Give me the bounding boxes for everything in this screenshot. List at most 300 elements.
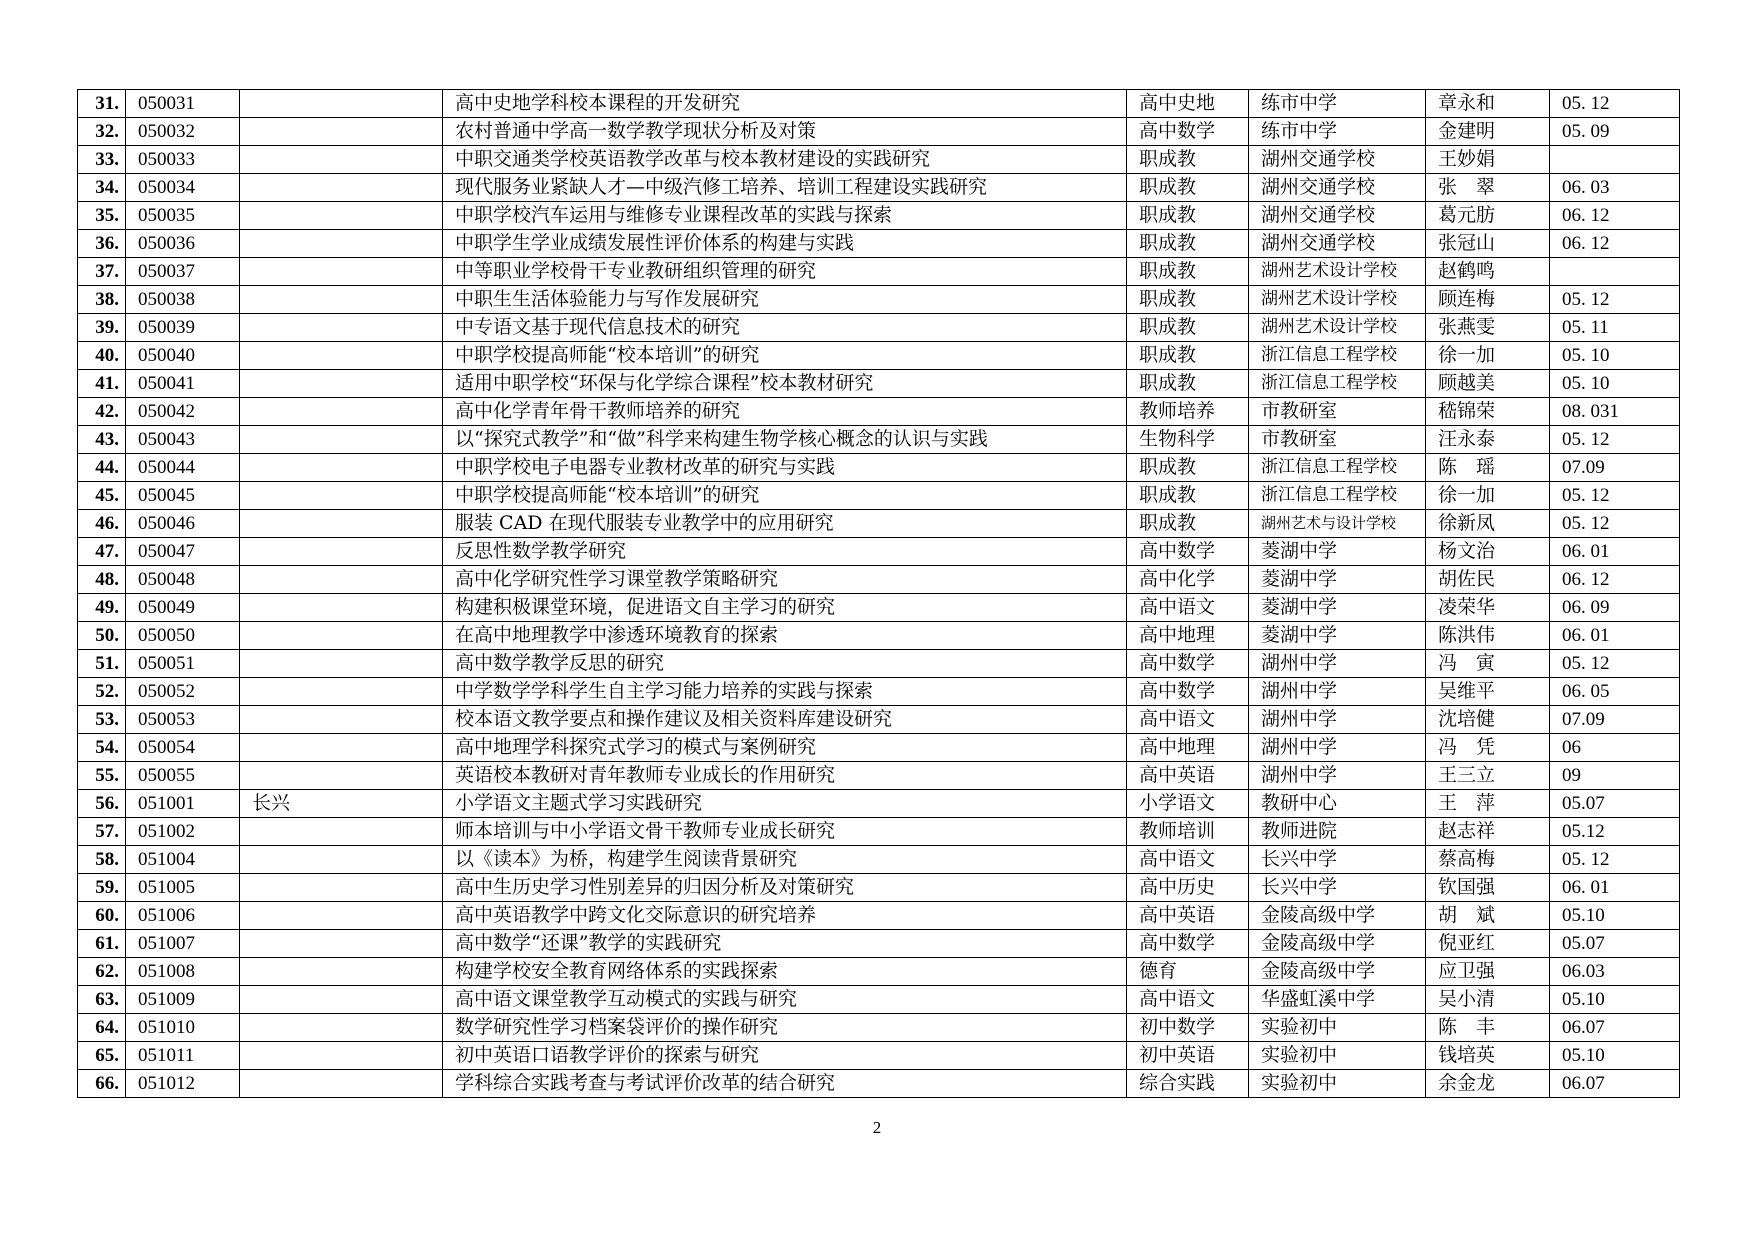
project-code-cell: 050031 (126, 90, 240, 118)
school-cell: 市教研室 (1249, 398, 1426, 426)
project-code-cell: 050032 (126, 118, 240, 146)
school-cell: 湖州中学 (1249, 734, 1426, 762)
project-code-cell: 051006 (126, 902, 240, 930)
school-cell: 湖州艺术设计学校 (1249, 258, 1426, 286)
row-number-cell: 45. (78, 482, 126, 510)
region-cell (240, 454, 443, 482)
subject-cell: 职成教 (1127, 342, 1249, 370)
project-code-cell: 051008 (126, 958, 240, 986)
leader-cell: 赵鹤鸣 (1426, 258, 1550, 286)
project-title-cell: 中等职业学校骨干专业教研组织管理的研究 (443, 258, 1127, 286)
table-row (78, 1014, 1680, 1042)
completion-date-cell: 08. 031 (1550, 398, 1680, 426)
project-code-cell: 050053 (126, 706, 240, 734)
completion-date-cell: 06. 03 (1550, 174, 1680, 202)
subject-cell: 高中数学 (1127, 118, 1249, 146)
school-cell: 金陵高级中学 (1249, 902, 1426, 930)
project-title-cell: 校本语文教学要点和操作建议及相关资料库建设研究 (443, 706, 1127, 734)
school-cell: 浙江信息工程学校 (1249, 342, 1426, 370)
table-row (78, 874, 1680, 902)
table-row (78, 902, 1680, 930)
table-row (78, 90, 1680, 118)
region-cell (240, 482, 443, 510)
completion-date-cell: 06. 01 (1550, 622, 1680, 650)
table-row (78, 734, 1680, 762)
table-row (78, 286, 1680, 314)
row-number-cell: 33. (78, 146, 126, 174)
region-cell (240, 1042, 443, 1070)
completion-date-cell: 05.10 (1550, 902, 1680, 930)
row-number-cell: 42. (78, 398, 126, 426)
leader-cell: 吴维平 (1426, 678, 1550, 706)
subject-cell: 职成教 (1127, 146, 1249, 174)
project-title-cell: 高中史地学科校本课程的开发研究 (443, 90, 1127, 118)
project-title-cell: 适用中职学校“环保与化学综合课程”校本教材研究 (443, 370, 1127, 398)
leader-cell: 徐一加 (1426, 342, 1550, 370)
leader-cell: 顾越美 (1426, 370, 1550, 398)
completion-date-cell: 05. 12 (1550, 286, 1680, 314)
row-number-cell: 32. (78, 118, 126, 146)
leader-cell: 张冠山 (1426, 230, 1550, 258)
row-number-cell: 35. (78, 202, 126, 230)
leader-cell: 沈培健 (1426, 706, 1550, 734)
region-cell (240, 902, 443, 930)
completion-date-cell: 06. 12 (1550, 566, 1680, 594)
school-cell: 实验初中 (1249, 1014, 1426, 1042)
school-cell: 浙江信息工程学校 (1249, 482, 1426, 510)
table-row (78, 650, 1680, 678)
table-row (78, 454, 1680, 482)
region-cell (240, 286, 443, 314)
table-row (78, 314, 1680, 342)
table-row (78, 370, 1680, 398)
subject-cell: 高中英语 (1127, 902, 1249, 930)
subject-cell: 高中语文 (1127, 986, 1249, 1014)
school-cell: 长兴中学 (1249, 846, 1426, 874)
school-cell: 教研中心 (1249, 790, 1426, 818)
subject-cell: 教师培训 (1127, 818, 1249, 846)
leader-cell: 冯 凭 (1426, 734, 1550, 762)
project-title-cell: 高中化学研究性学习课堂教学策略研究 (443, 566, 1127, 594)
region-cell (240, 958, 443, 986)
row-number-cell: 46. (78, 510, 126, 538)
leader-cell: 汪永泰 (1426, 426, 1550, 454)
subject-cell: 高中史地 (1127, 90, 1249, 118)
subject-cell: 职成教 (1127, 286, 1249, 314)
completion-date-cell: 05. 12 (1550, 426, 1680, 454)
project-code-cell: 050042 (126, 398, 240, 426)
project-code-cell: 051001 (126, 790, 240, 818)
project-title-cell: 高中数学教学反思的研究 (443, 650, 1127, 678)
row-number-cell: 51. (78, 650, 126, 678)
region-cell (240, 202, 443, 230)
row-number-cell: 61. (78, 930, 126, 958)
table-row (78, 818, 1680, 846)
leader-cell: 葛元肪 (1426, 202, 1550, 230)
completion-date-cell: 05.12 (1550, 818, 1680, 846)
subject-cell: 职成教 (1127, 174, 1249, 202)
project-code-cell: 051007 (126, 930, 240, 958)
leader-cell: 蔡高梅 (1426, 846, 1550, 874)
leader-cell: 王 萍 (1426, 790, 1550, 818)
row-number-cell: 53. (78, 706, 126, 734)
table-row (78, 258, 1680, 286)
region-cell (240, 118, 443, 146)
row-number-cell: 58. (78, 846, 126, 874)
completion-date-cell: 06. 09 (1550, 594, 1680, 622)
table-row (78, 230, 1680, 258)
project-code-cell: 050055 (126, 762, 240, 790)
project-title-cell: 师本培训与中小学语文骨干教师专业成长研究 (443, 818, 1127, 846)
completion-date-cell (1550, 258, 1680, 286)
subject-cell: 高中数学 (1127, 678, 1249, 706)
school-cell: 湖州交通学校 (1249, 146, 1426, 174)
region-cell (240, 762, 443, 790)
school-cell: 练市中学 (1249, 118, 1426, 146)
project-title-cell: 小学语文主题式学习实践研究 (443, 790, 1127, 818)
leader-cell: 倪亚红 (1426, 930, 1550, 958)
region-cell (240, 342, 443, 370)
project-title-cell: 以“探究式教学”和“做”科学来构建生物学核心概念的认识与实践 (443, 426, 1127, 454)
leader-cell: 嵇锦荣 (1426, 398, 1550, 426)
subject-cell: 高中化学 (1127, 566, 1249, 594)
project-title-cell: 中职生生活体验能力与写作发展研究 (443, 286, 1127, 314)
subject-cell: 职成教 (1127, 370, 1249, 398)
school-cell: 华盛虹溪中学 (1249, 986, 1426, 1014)
project-code-cell: 050038 (126, 286, 240, 314)
leader-cell: 冯 寅 (1426, 650, 1550, 678)
completion-date-cell: 05. 10 (1550, 342, 1680, 370)
project-code-cell: 050035 (126, 202, 240, 230)
region-cell (240, 986, 443, 1014)
project-code-cell: 051012 (126, 1070, 240, 1098)
school-cell: 浙江信息工程学校 (1249, 454, 1426, 482)
subject-cell: 高中数学 (1127, 538, 1249, 566)
subject-cell: 职成教 (1127, 258, 1249, 286)
project-title-cell: 中学数学学科学生自主学习能力培养的实践与探索 (443, 678, 1127, 706)
table-row (78, 566, 1680, 594)
completion-date-cell: 05. 09 (1550, 118, 1680, 146)
leader-cell: 张 翠 (1426, 174, 1550, 202)
school-cell: 湖州艺术设计学校 (1249, 314, 1426, 342)
completion-date-cell: 09 (1550, 762, 1680, 790)
project-title-cell: 反思性数学教学研究 (443, 538, 1127, 566)
region-cell (240, 174, 443, 202)
leader-cell: 吴小清 (1426, 986, 1550, 1014)
table-row (78, 118, 1680, 146)
leader-cell: 章永和 (1426, 90, 1550, 118)
row-number-cell: 43. (78, 426, 126, 454)
completion-date-cell: 06. 12 (1550, 202, 1680, 230)
project-title-cell: 构建学校安全教育网络体系的实践探索 (443, 958, 1127, 986)
leader-cell: 陈洪伟 (1426, 622, 1550, 650)
row-number-cell: 40. (78, 342, 126, 370)
subject-cell: 高中语文 (1127, 594, 1249, 622)
school-cell: 湖州交通学校 (1249, 230, 1426, 258)
school-cell: 菱湖中学 (1249, 538, 1426, 566)
project-title-cell: 高中英语教学中跨文化交际意识的研究培养 (443, 902, 1127, 930)
completion-date-cell: 05. 12 (1550, 482, 1680, 510)
table-row (78, 398, 1680, 426)
project-title-cell: 服装 CAD 在现代服装专业教学中的应用研究 (443, 510, 1127, 538)
completion-date-cell: 06. 01 (1550, 538, 1680, 566)
row-number-cell: 31. (78, 90, 126, 118)
table-row (78, 930, 1680, 958)
region-cell (240, 846, 443, 874)
project-title-cell: 中职学校提高师能“校本培训”的研究 (443, 342, 1127, 370)
subject-cell: 职成教 (1127, 454, 1249, 482)
project-title-cell: 以《读本》为桥，构建学生阅读背景研究 (443, 846, 1127, 874)
project-title-cell: 农村普通中学高一数学教学现状分析及对策 (443, 118, 1127, 146)
project-title-cell: 数学研究性学习档案袋评价的操作研究 (443, 1014, 1127, 1042)
subject-cell: 德育 (1127, 958, 1249, 986)
subject-cell: 高中历史 (1127, 874, 1249, 902)
subject-cell: 高中地理 (1127, 622, 1249, 650)
school-cell: 教师进院 (1249, 818, 1426, 846)
region-cell (240, 818, 443, 846)
project-title-cell: 高中化学青年骨干教师培养的研究 (443, 398, 1127, 426)
project-code-cell: 050048 (126, 566, 240, 594)
row-number-cell: 64. (78, 1014, 126, 1042)
leader-cell: 应卫强 (1426, 958, 1550, 986)
project-code-cell: 050037 (126, 258, 240, 286)
project-code-cell: 050054 (126, 734, 240, 762)
project-title-cell: 英语校本教研对青年教师专业成长的作用研究 (443, 762, 1127, 790)
project-title-cell: 中职学校提高师能“校本培训”的研究 (443, 482, 1127, 510)
project-title-cell: 高中地理学科探究式学习的模式与案例研究 (443, 734, 1127, 762)
row-number-cell: 62. (78, 958, 126, 986)
school-cell: 金陵高级中学 (1249, 958, 1426, 986)
region-cell (240, 230, 443, 258)
project-code-cell: 050044 (126, 454, 240, 482)
project-code-cell: 050040 (126, 342, 240, 370)
completion-date-cell: 06. 05 (1550, 678, 1680, 706)
table-row (78, 146, 1680, 174)
completion-date-cell: 05.10 (1550, 1042, 1680, 1070)
subject-cell: 高中数学 (1127, 650, 1249, 678)
school-cell: 湖州交通学校 (1249, 174, 1426, 202)
leader-cell: 顾连梅 (1426, 286, 1550, 314)
region-cell (240, 258, 443, 286)
subject-cell: 职成教 (1127, 314, 1249, 342)
row-number-cell: 57. (78, 818, 126, 846)
leader-cell: 王三立 (1426, 762, 1550, 790)
project-code-cell: 051002 (126, 818, 240, 846)
subject-cell: 职成教 (1127, 482, 1249, 510)
leader-cell: 余金龙 (1426, 1070, 1550, 1098)
completion-date-cell: 05.07 (1550, 930, 1680, 958)
subject-cell: 初中英语 (1127, 1042, 1249, 1070)
completion-date-cell: 05.10 (1550, 986, 1680, 1014)
project-title-cell: 学科综合实践考查与考试评价改革的结合研究 (443, 1070, 1127, 1098)
project-code-cell: 050052 (126, 678, 240, 706)
table-row (78, 958, 1680, 986)
leader-cell: 凌荣华 (1426, 594, 1550, 622)
leader-cell: 陈 瑶 (1426, 454, 1550, 482)
row-number-cell: 36. (78, 230, 126, 258)
row-number-cell: 38. (78, 286, 126, 314)
row-number-cell: 39. (78, 314, 126, 342)
project-title-cell: 现代服务业紧缺人才—中级汽修工培养、培训工程建设实践研究 (443, 174, 1127, 202)
region-cell (240, 90, 443, 118)
project-code-cell: 050045 (126, 482, 240, 510)
region-cell (240, 734, 443, 762)
region-cell (240, 706, 443, 734)
leader-cell: 胡佐民 (1426, 566, 1550, 594)
leader-cell: 徐一加 (1426, 482, 1550, 510)
leader-cell: 陈 丰 (1426, 1014, 1550, 1042)
table-row (78, 986, 1680, 1014)
completion-date-cell: 05. 11 (1550, 314, 1680, 342)
project-code-cell: 050036 (126, 230, 240, 258)
project-table-container (77, 89, 1679, 1098)
region-cell (240, 930, 443, 958)
table-row (78, 202, 1680, 230)
row-number-cell: 44. (78, 454, 126, 482)
row-number-cell: 50. (78, 622, 126, 650)
row-number-cell: 66. (78, 1070, 126, 1098)
row-number-cell: 56. (78, 790, 126, 818)
region-cell (240, 426, 443, 454)
row-number-cell: 34. (78, 174, 126, 202)
row-number-cell: 52. (78, 678, 126, 706)
leader-cell: 徐新凤 (1426, 510, 1550, 538)
completion-date-cell: 06. 01 (1550, 874, 1680, 902)
project-title-cell: 中职学校汽车运用与维修专业课程改革的实践与探索 (443, 202, 1127, 230)
completion-date-cell: 05. 10 (1550, 370, 1680, 398)
completion-date-cell: 05.07 (1550, 790, 1680, 818)
table-row (78, 1070, 1680, 1098)
project-code-cell: 050046 (126, 510, 240, 538)
project-code-cell: 050050 (126, 622, 240, 650)
region-cell (240, 622, 443, 650)
project-title-cell: 中职交通类学校英语教学改革与校本教材建设的实践研究 (443, 146, 1127, 174)
subject-cell: 教师培养 (1127, 398, 1249, 426)
page-number: 2 (872, 1118, 882, 1137)
row-number-cell: 54. (78, 734, 126, 762)
region-cell (240, 678, 443, 706)
subject-cell: 初中数学 (1127, 1014, 1249, 1042)
completion-date-cell: 06. 12 (1550, 230, 1680, 258)
table-row (78, 678, 1680, 706)
table-row (78, 1042, 1680, 1070)
completion-date-cell: 05. 12 (1550, 650, 1680, 678)
table-row (78, 510, 1680, 538)
region-cell (240, 370, 443, 398)
leader-cell: 王妙娟 (1426, 146, 1550, 174)
table-row (78, 426, 1680, 454)
region-cell (240, 314, 443, 342)
school-cell: 浙江信息工程学校 (1249, 370, 1426, 398)
school-cell: 湖州中学 (1249, 762, 1426, 790)
leader-cell: 胡 斌 (1426, 902, 1550, 930)
table-row (78, 594, 1680, 622)
region-cell (240, 1014, 443, 1042)
project-title-cell: 中职学校电子电器专业教材改革的研究与实践 (443, 454, 1127, 482)
row-number-cell: 49. (78, 594, 126, 622)
leader-cell: 金建明 (1426, 118, 1550, 146)
region-cell (240, 1070, 443, 1098)
leader-cell: 张燕雯 (1426, 314, 1550, 342)
region-cell: 长兴 (240, 790, 443, 818)
school-cell: 湖州中学 (1249, 706, 1426, 734)
project-code-cell: 051011 (126, 1042, 240, 1070)
table-row (78, 538, 1680, 566)
leader-cell: 钱培英 (1426, 1042, 1550, 1070)
subject-cell: 高中语文 (1127, 846, 1249, 874)
row-number-cell: 55. (78, 762, 126, 790)
project-code-cell: 051009 (126, 986, 240, 1014)
project-code-cell: 050041 (126, 370, 240, 398)
row-number-cell: 47. (78, 538, 126, 566)
subject-cell: 小学语文 (1127, 790, 1249, 818)
table-row (78, 342, 1680, 370)
project-title-cell: 高中生历史学习性别差异的归因分析及对策研究 (443, 874, 1127, 902)
school-cell: 市教研室 (1249, 426, 1426, 454)
row-number-cell: 41. (78, 370, 126, 398)
row-number-cell: 37. (78, 258, 126, 286)
subject-cell: 职成教 (1127, 202, 1249, 230)
row-number-cell: 48. (78, 566, 126, 594)
project-title-cell: 高中数学“还课”教学的实践研究 (443, 930, 1127, 958)
region-cell (240, 566, 443, 594)
school-cell: 湖州艺术与设计学校 (1249, 510, 1426, 538)
region-cell (240, 874, 443, 902)
school-cell: 湖州中学 (1249, 678, 1426, 706)
subject-cell: 生物科学 (1127, 426, 1249, 454)
project-code-cell: 050049 (126, 594, 240, 622)
subject-cell: 综合实践 (1127, 1070, 1249, 1098)
completion-date-cell: 06 (1550, 734, 1680, 762)
region-cell (240, 146, 443, 174)
project-title-cell: 在高中地理教学中渗透环境教育的探索 (443, 622, 1127, 650)
completion-date-cell: 06.03 (1550, 958, 1680, 986)
project-code-cell: 050039 (126, 314, 240, 342)
project-code-cell: 051005 (126, 874, 240, 902)
school-cell: 菱湖中学 (1249, 566, 1426, 594)
school-cell: 湖州艺术设计学校 (1249, 286, 1426, 314)
completion-date-cell: 05. 12 (1550, 846, 1680, 874)
project-code-cell: 051010 (126, 1014, 240, 1042)
region-cell (240, 510, 443, 538)
row-number-cell: 60. (78, 902, 126, 930)
project-code-cell: 050033 (126, 146, 240, 174)
completion-date-cell (1550, 146, 1680, 174)
leader-cell: 杨文治 (1426, 538, 1550, 566)
subject-cell: 高中数学 (1127, 930, 1249, 958)
table-row (78, 174, 1680, 202)
completion-date-cell: 07.09 (1550, 454, 1680, 482)
school-cell: 金陵高级中学 (1249, 930, 1426, 958)
project-code-cell: 050051 (126, 650, 240, 678)
school-cell: 菱湖中学 (1249, 622, 1426, 650)
school-cell: 长兴中学 (1249, 874, 1426, 902)
project-title-cell: 中专语文基于现代信息技术的研究 (443, 314, 1127, 342)
school-cell: 湖州中学 (1249, 650, 1426, 678)
completion-date-cell: 05. 12 (1550, 90, 1680, 118)
project-code-cell: 050043 (126, 426, 240, 454)
region-cell (240, 594, 443, 622)
project-title-cell: 高中语文课堂教学互动模式的实践与研究 (443, 986, 1127, 1014)
table-row (78, 790, 1680, 818)
project-code-cell: 050047 (126, 538, 240, 566)
project-title-cell: 中职学生学业成绩发展性评价体系的构建与实践 (443, 230, 1127, 258)
school-cell: 实验初中 (1249, 1070, 1426, 1098)
region-cell (240, 398, 443, 426)
completion-date-cell: 06.07 (1550, 1070, 1680, 1098)
subject-cell: 职成教 (1127, 230, 1249, 258)
school-cell: 菱湖中学 (1249, 594, 1426, 622)
